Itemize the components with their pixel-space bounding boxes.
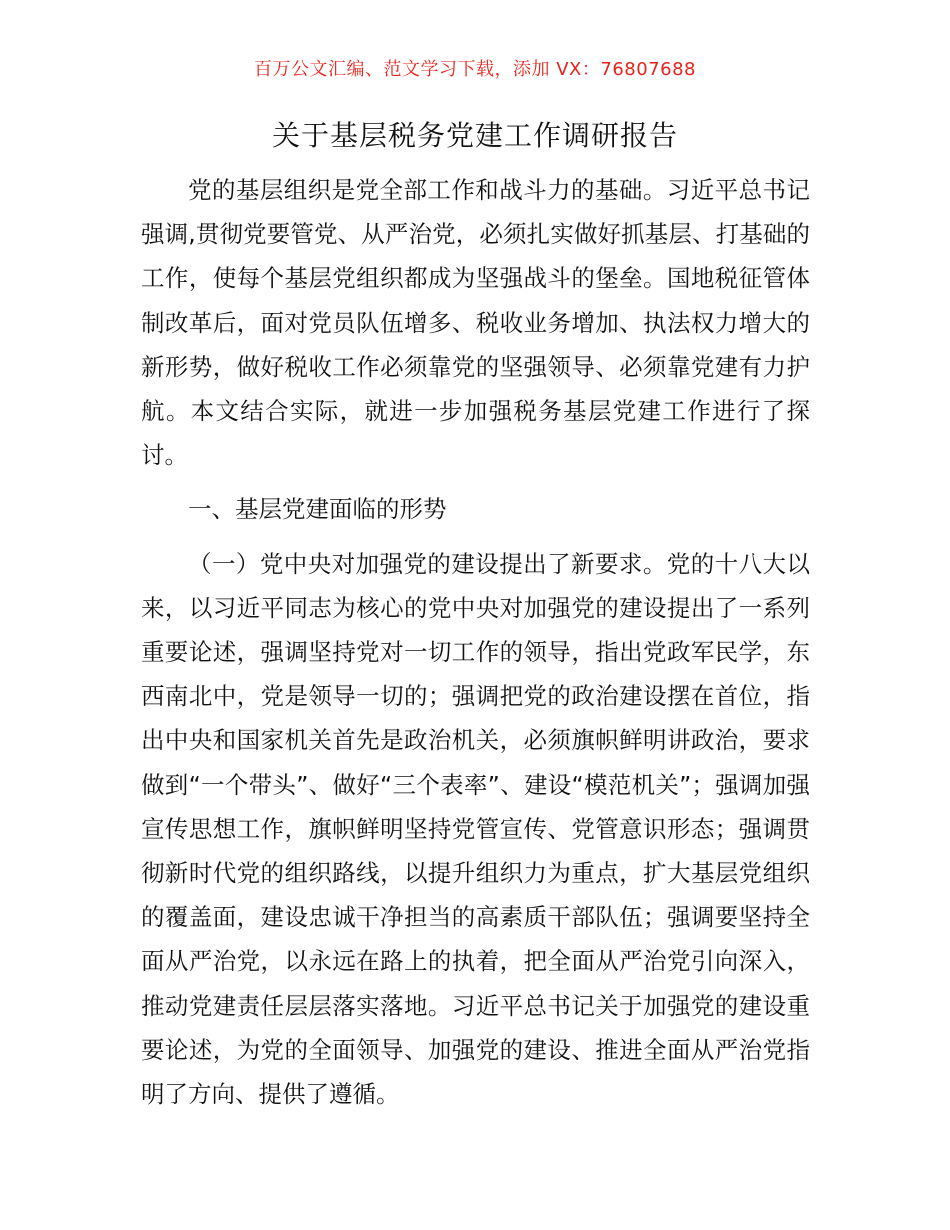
body-paragraph: （一）党中央对加强党的建设提出了新要求。党的十八大以来，以习近平同志为核心的党中央对加强党的建设提出了一系列重要论述，强调坚持党对一切工作的领导，指出党政军民学，东西南北中，党是领导一切的；强调把党的政治建设摆在首位，指出中央和国家机关首先是政治机关，必须旗帜鲜明讲政治，要求做到“一个带头”、做好“三个表率”、建设“模范机关”；强调加强宣传思想工作，旗帜鲜明坚持党管宣传、党管意识形态；强调贯彻新时代党的组织路线，以提升组织力为重点，扩大基层党组织的覆盖面，建设忠诚干净担当的高素质干部队伍；强调要坚持全面从严治党，以永远在路上的执着，把全面从严治党引向深入，推动党建责任层层落实落地。习近平总书记关于加强党的建设重要论述，为党的全面领导、加强党的建设、推进全面从严治党指明了方向、提供了遵循。 [141, 549, 810, 1109]
document-title: 关于基层税务党建工作调研报告 [271, 119, 678, 152]
document-body [141, 168, 810, 1116]
section-heading: 一、基层党建面临的形势 [188, 495, 447, 524]
header-note: 百万公文汇编、范文学习下载，添加 VX：76807688 [254, 59, 696, 80]
intro-paragraph: 党的基层组织是党全部工作和战斗力的基础。习近平总书记强调,贯彻党要管党、从严治党，必须扎实做好抓基层、打基础的工作，使每个基层党组织都成为坚强战斗的堡垒。国地税征管体制改革后，面对党员队伍增多、税收业务增加、执法权力增大的新形势，做好税收工作必须靠党的坚强领导、必须靠党建有力护航。本文结合实际，就进一步加强税务基层党建工作进行了探讨。 [141, 176, 810, 470]
